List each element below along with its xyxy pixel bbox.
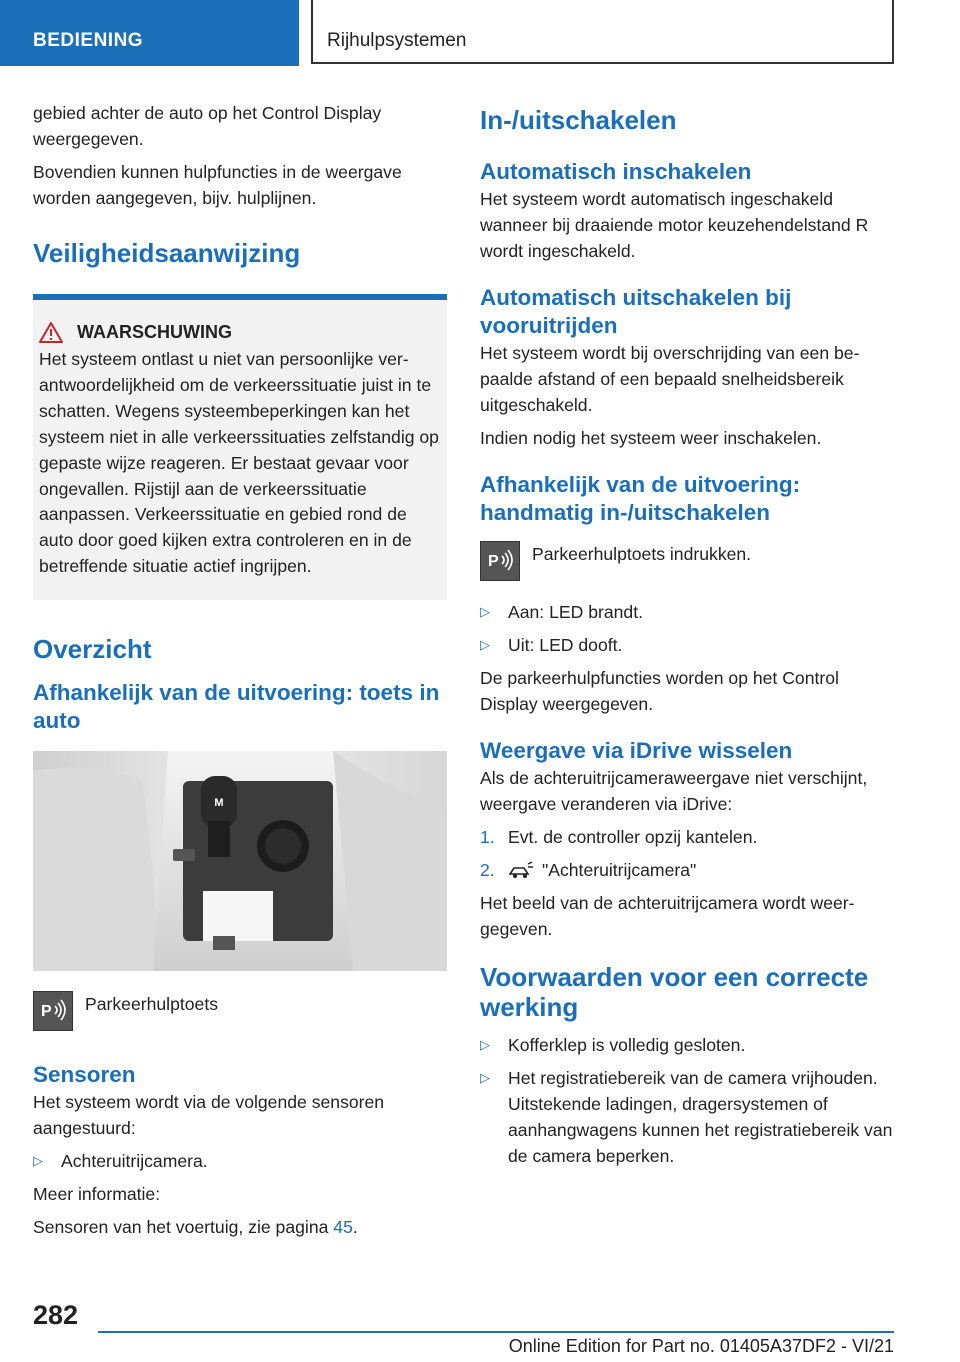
triangle-bullet-icon: ▷ — [480, 1037, 490, 1052]
auto-off-text-2: Indien nodig het systeem weer inschakelen. — [480, 428, 822, 448]
parking-button-caption — [33, 991, 447, 1031]
chapter-tab — [311, 0, 894, 64]
page-number: 282 — [33, 1300, 79, 1330]
list-item: ▷ Aan: LED brandt. — [480, 599, 900, 625]
sensors-text: Het systeem wordt via de volgende sensoren aangestuurd: — [33, 1092, 385, 1139]
button-location-heading: Afhankelijk van de uitvoering: toets in auto — [33, 680, 440, 734]
list-item: ▷ Het registratiebereik van de camera vrijhouden. Uitstekende ladingen, dragersystemen of aanhangwagens kunnen het registratiebereik van de camera beperken. — [480, 1065, 900, 1169]
overview-heading: Overzicht — [33, 634, 152, 665]
step-item: 2. "Achteruitrijcamera" — [480, 860, 697, 880]
section-tab — [0, 0, 299, 66]
manual-button-row — [480, 541, 900, 581]
intro-paragraph-1: gebied achter de auto op het Control Display weergegeven. — [33, 103, 382, 149]
reference-paragraph: Sensoren van het voertuig, zie pagina 45. — [33, 1217, 358, 1238]
conditions-list — [480, 1032, 900, 1169]
chapter-title: Rijhulpsystemen — [327, 30, 467, 51]
parking-assist-button-icon — [33, 991, 73, 1031]
auto-on-text: Het systeem wordt automatisch ingeschakeld wanneer bij draaiende motor keuzehendelstand R wordt ingeschakeld. — [480, 189, 869, 261]
warning-title-row — [39, 322, 441, 343]
idrive-text: Als de achteruitrijcameraweergave niet verschijnt, weergave veranderen via iDrive: — [480, 768, 868, 814]
svg-text:M: M — [214, 797, 224, 810]
edition-footer: Online Edition for Part no. 01405A37DF2 - VI/21 — [508, 1336, 894, 1356]
list-item: ▷ Uit: LED dooft. — [480, 632, 900, 658]
left-column — [33, 100, 447, 1247]
manual-heading: Afhankelijk van de uitvoering: handmatig in-/uitschakelen — [480, 472, 801, 525]
page-reference-link[interactable]: 45 — [333, 1217, 353, 1238]
warning-text: Het systeem ontlast u niet van persoonlijke verantwoordelijkheid om de verkeerssituatie juist in te schatten. Wegens systeembeperkingen kan het systeem niet in alle verkeerssituaties zelfstandig op gepaste wijze reageren. Er bestaat gevaar voor ongevallen. Rijstijl aan de verkeerssituatie aanpassen. Verkeerssituatie en gebied rond de auto door goed kijken extra controleren en in de betreffende situatie actief ingrijpen. — [39, 349, 439, 577]
list-item: ▷ Achteruitrijcamera. — [33, 1148, 447, 1174]
on-off-heading: In-/uitschakelen — [480, 105, 677, 135]
parking-button-label: Parkeerhulptoets — [85, 994, 219, 1015]
footer-rule — [98, 1331, 894, 1333]
svg-text:P: P — [41, 1003, 52, 1021]
conditions-heading: Voorwaarden voor een correcte werking — [480, 962, 869, 1022]
section-title: BEDIENING — [33, 30, 144, 51]
right-column — [480, 100, 900, 1176]
auto-off-text: Het systeem wordt bij overschrijding van een bepaalde afstand of een bepaald snelheidsbereik uitgeschakeld. — [480, 343, 860, 415]
triangle-bullet-icon: ▷ — [480, 1070, 490, 1085]
idrive-heading: Weergave via iDrive wisselen — [480, 738, 793, 763]
manual-button-text: Parkeerhulptoets indrukken. — [532, 544, 752, 564]
triangle-bullet-icon: ▷ — [33, 1153, 43, 1169]
more-info-label: Meer informatie: — [33, 1184, 161, 1205]
sensors-heading: Sensoren — [33, 1062, 136, 1088]
auto-off-heading: Automatisch uitschakelen bij vooruitrijden — [480, 285, 792, 338]
safety-heading: Veiligheidsaanwijzing — [33, 238, 301, 268]
triangle-bullet-icon: ▷ — [480, 604, 490, 619]
intro-paragraph-2: Bovendien kunnen hulpfuncties in de weergave worden aangegeven, bijv. hulplijnen. — [33, 162, 402, 208]
idrive-result: Het beeld van de achteruitrijcamera wordt weergegeven. — [480, 893, 855, 939]
warning-box — [33, 294, 447, 600]
parking-assist-button-icon — [480, 541, 520, 581]
rear-camera-icon — [508, 860, 534, 880]
step-item: 1. Evt. de controller opzij kantelen. — [480, 827, 758, 847]
manual-text: De parkeerhulpfuncties worden op het Control Display weergegeven. — [480, 668, 839, 714]
warning-icon — [39, 322, 63, 343]
auto-on-heading: Automatisch inschakelen — [480, 159, 752, 184]
list-item: ▷ Kofferklep is volledig gesloten. — [480, 1032, 900, 1058]
center-console-photo — [33, 751, 447, 971]
triangle-bullet-icon: ▷ — [480, 637, 490, 652]
svg-text:P: P — [488, 553, 499, 570]
warning-title: WAARSCHUWING — [77, 322, 232, 342]
